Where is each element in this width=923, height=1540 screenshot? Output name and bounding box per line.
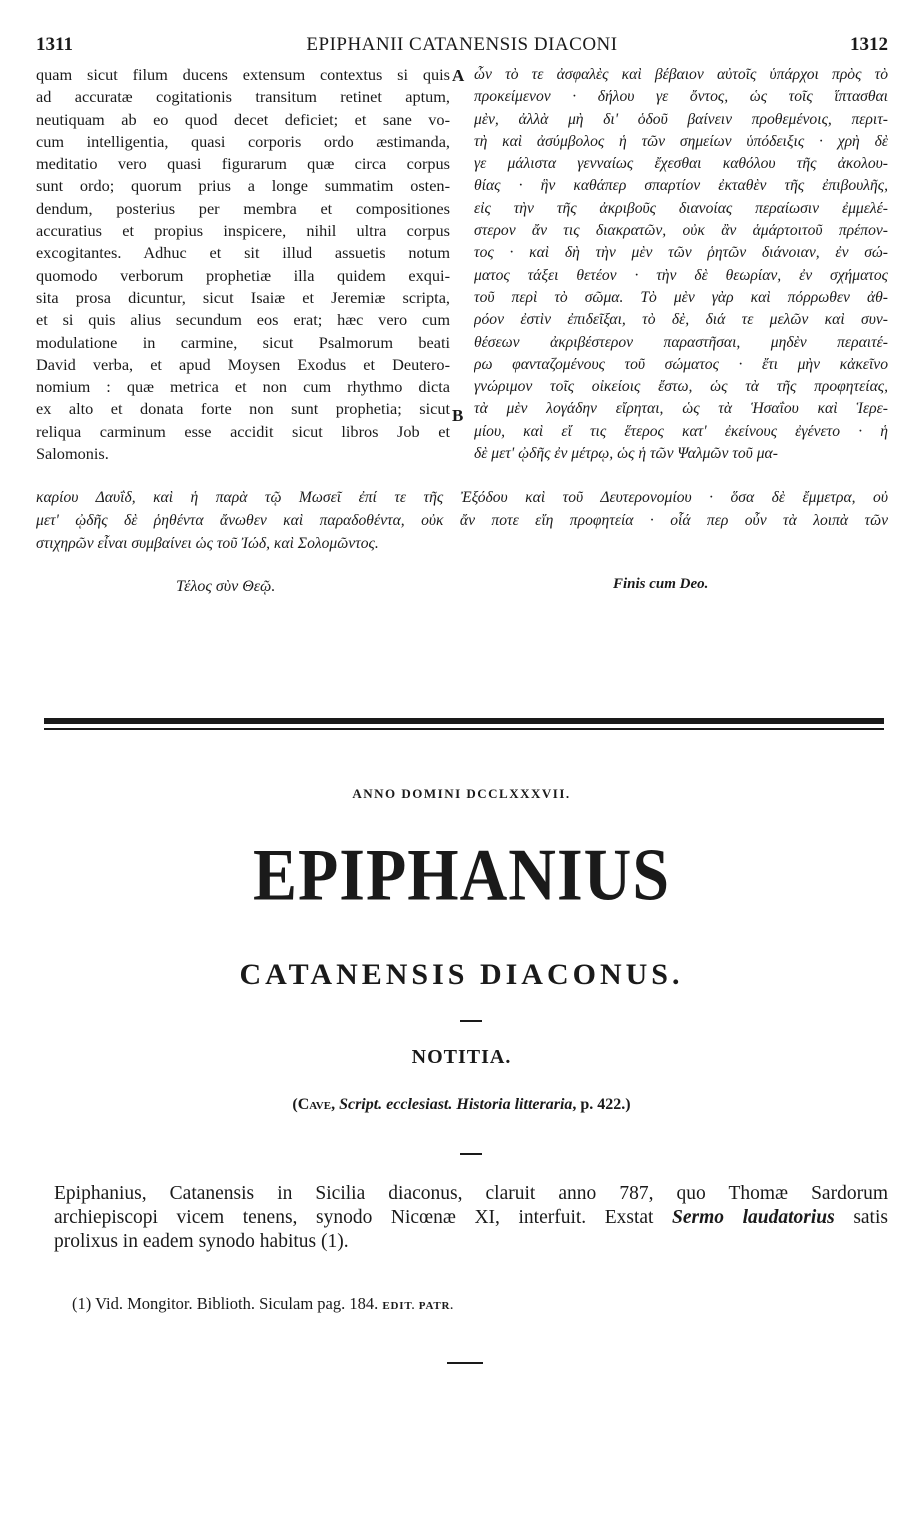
subtitle: CATANENSIS DIACONUS.	[239, 958, 684, 991]
paragraph-line: prolixus in eadem synodo habitus (1).	[54, 1231, 349, 1252]
text-line: εἰς τὴν τῆς ἀκριβοῦς διανοίας περαίωσιν ἐμμελέ-	[474, 199, 888, 217]
finis-latin: Finis cum Deo.	[613, 576, 709, 592]
text-line: cum intelligentia, quasi corporis ordo æstimanda,	[36, 131, 450, 151]
cite-sep: ,	[331, 1096, 340, 1113]
text-line: quam sicut filum ducens extensum contextus si quis	[36, 65, 450, 84]
column-marker-a: A	[452, 66, 465, 85]
text-line: τος · καὶ δὴ τὴν μὲν τῶν ῥητῶν διάνοιαν, ἐν σώ-	[474, 244, 888, 262]
text-line: modulatione in carmine, sicut Psalmorum beati	[36, 332, 450, 352]
text-line: ρω φανταζομένους τοῦ σώματος · ἔτι μὴν κἀκεῖνο	[474, 355, 888, 373]
notitia-heading: NOTITIA.	[411, 1046, 512, 1068]
text-line: et si quis alius secundum eos erat; hæc vero cum	[36, 310, 450, 330]
text-line: excogitantes. Adhuc et sit illud assuetis notum	[36, 243, 450, 263]
text-line: nomium : quæ metrica et non cum rhythmo dicta	[36, 377, 450, 397]
text-line: David verba, et apud Moysen Exodus et Deutero-	[36, 354, 450, 374]
cite-open: (	[292, 1096, 298, 1113]
page-number-left: 1311	[36, 34, 73, 55]
text-line: Salomonis.	[36, 444, 109, 464]
text-line: προκείμενον · δήλου γε ὄντος, ὡς τοῖς ἵπτασθαι	[474, 88, 888, 106]
text-line: θέσεων ἀκριβέστερον παραστῆσαι, μηδὲν περαιτέ-	[474, 333, 888, 351]
text-line: quomodo verborum prophetiæ illa quidem exqui-	[36, 265, 450, 285]
text-line: accuratius et propius inspicere, nihil ultra corpus	[36, 221, 450, 241]
page-number-right: 1312	[850, 34, 888, 55]
cite-work-1: Script. ecclesiast.	[339, 1096, 453, 1113]
cite-work-2: Historia litteraria	[456, 1096, 573, 1113]
text-line: ρόον ἐστὶν ἐπιδεῖξαι, τὸ δὲ, διά τε μελῶν καὶ συν-	[474, 311, 888, 329]
text-line: στερον ἄν τις διακρατῶν, οὐκ ἂν ἁμάρτοιτοῦ πρέπον-	[474, 222, 888, 240]
text-line: μίου, καὶ εἴ τις ἕτερος κατ' ἐκείνους ἐγένετο · ἡ	[474, 422, 888, 440]
text-line: μετ' ᾠδῆς δὲ ῥηθέντα ἄνωθεν καὶ παραδοθέντα, οὐκ ἄν ποτε εἴη προφητεία · οἷά περ οὖν τὰ λοιπὰ τῶν	[36, 512, 888, 529]
text-line: meditatio vero quasi figurarum quæ circa corpus	[36, 154, 450, 174]
text-line: sunt ordo; quorum prius a longe summatim osten-	[36, 176, 450, 196]
running-title: EPIPHANII CATANENSIS DIACONI	[306, 34, 618, 55]
text-line: γνώριμον τοῖς οἰκείοις ἔστω, ὡς τὰ τῆς προφητείας,	[474, 378, 888, 396]
latin-column	[36, 64, 450, 465]
greek-column	[474, 64, 888, 465]
text-line: τὴ καὶ ἀσύμβολος ἡ τῶν σημείων ὑπόδειξις · χρὴ δὲ	[474, 132, 888, 150]
text-line: δὲ μετ' ᾠδῆς ἐν μέτρῳ, ὡς ἡ τῶν Ψαλμῶν τοῦ μα-	[474, 445, 778, 463]
text-line: τοῦ περὶ τὸ σῶμα. Τὸ μὲν γὰρ καὶ πόρρωθεν ἀθ-	[474, 288, 888, 306]
section-rule-thick	[44, 718, 884, 724]
text-line: reliqua carminum esse accidit sicut libros Job et	[36, 421, 450, 441]
two-column-text	[36, 64, 888, 484]
text-line: sita prosa dicuntur, sicut Isaiæ et Jeremiæ scripta,	[36, 287, 450, 307]
cite-page: , p. 422.)	[572, 1096, 631, 1113]
text-line: neutiquam ab eo quod decet deficiet; et sane vo-	[36, 109, 450, 129]
text-line: ad accuratæ cogitationis transitum retinet aptum,	[36, 87, 450, 107]
column-marker-b: B	[452, 406, 464, 425]
end-dash	[447, 1362, 483, 1364]
source-citation	[0, 1096, 923, 1114]
text-line: τὰ μὲν λογάδην εἴρηται, ὡς τὰ Ἡσαΐου καὶ Ἱερε-	[474, 400, 888, 418]
footnote: (1) Vid. Mongitor. Biblioth. Siculam pag. 184. EDIT. PATR.	[72, 1294, 454, 1313]
finis-greek: Τέλος σὺν Θεῷ.	[176, 578, 276, 595]
text-line: στιχηρῶν εἶναι συμβαίνει ὡς τοῦ Ἰώδ, καὶ Σολομῶντος.	[36, 535, 379, 552]
text-line: γε μάλιστα γενναίως ἔχεσθαι καθόλου τῆς ἀκολου-	[474, 155, 888, 173]
paragraph-line: archiepiscopi vicem tenens, synodo Nicœnæ XI, interfuit. Exstat Sermo laudatorius satis	[54, 1207, 888, 1228]
main-title: EPIPHANIUS	[252, 834, 671, 917]
cite-author: Cave	[297, 1096, 332, 1113]
text-line: ματος τάξει θετέον · τὴν δὲ θεωρίαν, ἐν σχήματος	[474, 266, 888, 284]
greek-full-width-text	[36, 486, 888, 555]
anno-domini-line: ANNO DOMINI DCCLXXXVII.	[352, 786, 571, 801]
dash-divider	[460, 1153, 482, 1155]
text-line: ὧν τὸ τε ἀσφαλὲς καὶ βέβαιον αὐτοῖς ὑπάρχοι πρὸς τὸ	[474, 66, 888, 83]
text-line: θίας · ἣν καθάπερ σπαρτίον ἐκταθὲν τῆς ἐπιβουλῆς,	[474, 177, 888, 195]
text-line: καρίου Δαυΐδ, καὶ ἡ παρὰ τῷ Μωσεῖ ἐπί τε τῆς Ἐξόδου καὶ τοῦ Δευτερονομίου · ὅσα δὲ ἔμμετρα, οὐ	[36, 489, 888, 506]
dash-divider	[460, 1020, 482, 1022]
text-line: ex alto et donata forte non sunt prophetia; sicut	[36, 399, 450, 419]
notitia-paragraph	[54, 1182, 888, 1254]
paragraph-line: Epiphanius, Catanensis in Sicilia diaconus, claruit anno 787, quo Thomæ Sardorum	[54, 1183, 888, 1204]
text-line: μὲν, ἀλλὰ μὴ δι' ὁδοῦ βαίνειν προθεμένοις, περιτ-	[474, 110, 888, 128]
sermo-title: Sermo laudatorius	[672, 1207, 835, 1228]
text-line: dendum, posterius per membra et compositiones	[36, 198, 450, 218]
footnote-editor: EDIT. PATR.	[382, 1300, 454, 1312]
page-header	[36, 34, 888, 60]
section-rule-thin	[44, 728, 884, 730]
